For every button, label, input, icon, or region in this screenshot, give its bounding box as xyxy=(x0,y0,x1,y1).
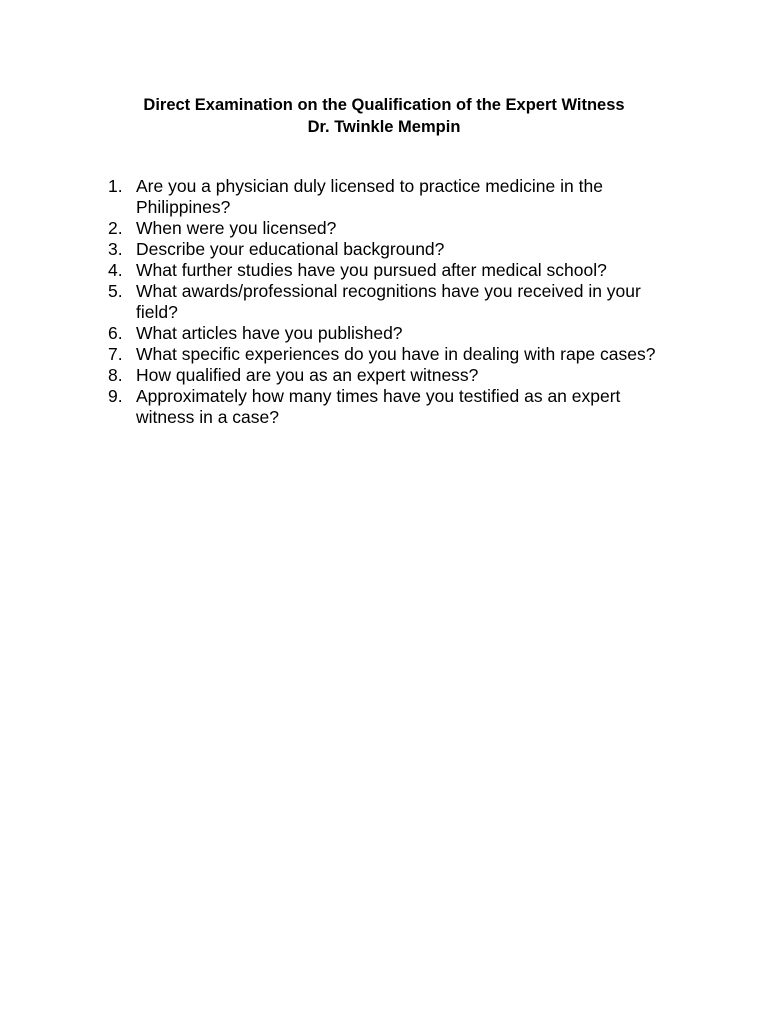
document-title: Direct Examination on the Qualification of the Expert Witness xyxy=(143,96,625,114)
question-text: What specific experiences do you have in dealing with rape cases? xyxy=(136,344,656,364)
question-text: What further studies have you pursued after medical school? xyxy=(136,260,607,280)
question-number: 5. xyxy=(108,281,123,301)
list-item xyxy=(108,323,668,344)
list-item xyxy=(108,344,668,365)
question-text: How qualified are you as an expert witness? xyxy=(136,365,479,385)
list-item xyxy=(108,386,668,428)
question-number: 4. xyxy=(108,260,123,280)
question-text: Are you a physician duly licensed to practice medicine in the Philippines? xyxy=(136,176,603,217)
document-subtitle: Dr. Twinkle Mempin xyxy=(307,118,461,136)
list-item xyxy=(108,260,668,281)
question-number: 6. xyxy=(108,323,123,343)
question-number: 8. xyxy=(108,365,123,385)
question-number: 3. xyxy=(108,239,123,259)
question-text: What articles have you published? xyxy=(136,323,403,343)
list-item xyxy=(108,365,668,386)
question-text: Describe your educational background? xyxy=(136,239,445,259)
question-text: When were you licensed? xyxy=(136,218,337,238)
list-item xyxy=(108,281,668,323)
list-item xyxy=(108,239,668,260)
question-text: Approximately how many times have you testified as an expert witness in a case? xyxy=(136,386,621,427)
question-number: 7. xyxy=(108,344,123,364)
question-number: 2. xyxy=(108,218,123,238)
list-item xyxy=(108,218,668,239)
question-number: 9. xyxy=(108,386,123,406)
question-text: What awards/professional recognitions have you received in your field? xyxy=(136,281,641,322)
list-item xyxy=(108,176,668,218)
question-number: 1. xyxy=(108,176,123,196)
question-list xyxy=(108,176,668,428)
